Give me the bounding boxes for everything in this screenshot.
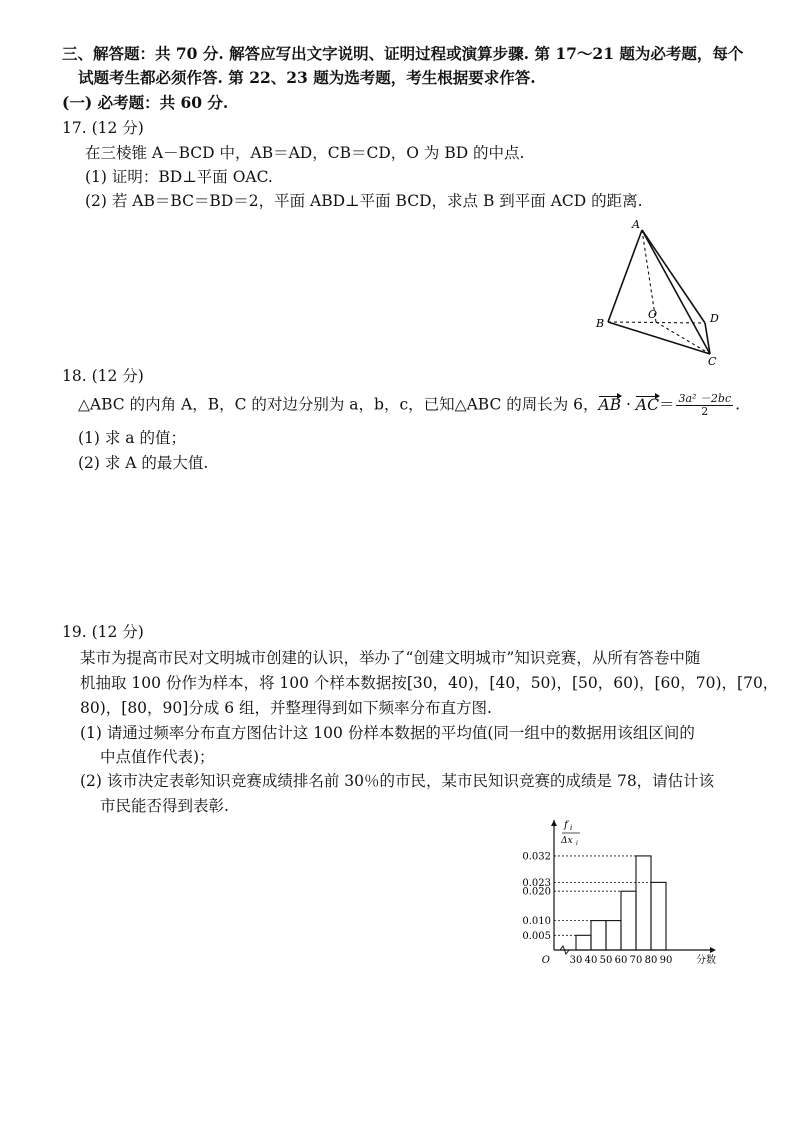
y-axis-label-numerator-sub: i	[570, 824, 573, 832]
y-tick-label: 0.020	[522, 886, 551, 898]
vertex-label-o: O	[648, 308, 658, 321]
q17-part2: (2) 若 AB＝BC＝BD＝2，平面 ABD⊥平面 BCD，求点 B 到平面 ACD 的距离.	[85, 192, 643, 210]
section-subheading: (一) 必考题：共 60 分.	[62, 93, 229, 112]
q18-number: 18. (12 分)	[62, 367, 144, 385]
x-tick-label: 90	[659, 955, 673, 966]
q18-part1: (1) 求 a 的值；	[78, 429, 186, 447]
vertex-label-c: C	[708, 355, 717, 368]
y-axis-label-denominator-sub: i	[576, 840, 578, 847]
frequency-histogram	[510, 812, 730, 972]
period: .	[735, 395, 741, 414]
x-tick-label: 50	[599, 955, 613, 966]
q19-number: 19. (12 分)	[62, 623, 144, 641]
dot-operator: ·	[621, 395, 636, 414]
q17-part1: (1) 证明：BD⊥平面 OAC.	[85, 168, 273, 186]
fraction	[676, 393, 733, 418]
q19-line3: 80)，[80，90]分成 6 组，并整理得到如下频率分布直方图.	[80, 699, 492, 717]
y-tick-label: 0.005	[522, 930, 551, 942]
histogram-bar	[636, 856, 651, 950]
histogram-bar	[576, 935, 591, 950]
q18-stem-text: △ABC 的内角 A，B，C 的对边分别为 a，b，c，已知△ABC 的周长为 6，	[78, 395, 599, 414]
histogram-bar	[621, 891, 636, 950]
x-axis-label: 分数	[696, 955, 716, 966]
vertex-label-d: D	[710, 312, 719, 325]
vector-ac: AC	[635, 395, 659, 414]
q19-part2-line1: (2) 该市决定表彰知识竞赛成绩排名前 30％的市民，某市民知识竞赛的成绩是 78，请估计该	[80, 772, 715, 790]
y-axis-arrow	[551, 820, 557, 826]
x-tick-label: 70	[629, 955, 643, 966]
q17-stem: 在三棱锥 A－BCD 中，AB＝AD，CB＝CD，O 为 BD 的中点.	[85, 144, 525, 162]
x-tick-label: 60	[614, 955, 628, 966]
histogram-bar	[651, 882, 666, 950]
section-heading-line2: 试题考生都必须作答. 第 22、23 题为选考题，考生根据要求作答.	[78, 68, 536, 87]
x-axis-arrow	[710, 947, 716, 953]
x-tick-label: 30	[569, 955, 583, 966]
x-tick-label: 40	[584, 955, 598, 966]
tetrahedron-figure	[590, 210, 730, 370]
y-axis-label-numerator: f	[564, 820, 568, 831]
y-tick-label: 0.010	[522, 916, 551, 928]
y-axis-label-denominator: Δx	[561, 836, 573, 846]
vector-ab: AB	[598, 395, 622, 414]
fraction-numerator: 3a² －2bc	[678, 392, 732, 405]
origin-label: O	[541, 955, 550, 966]
q19-line2: 机抽取 100 份作为样本，将 100 个样本数据按[30，40)，[40，50)，[50，60)，[60，70)，[70，	[80, 674, 779, 692]
vertex-label-a: A	[632, 218, 640, 231]
q18-stem	[78, 393, 740, 418]
histogram-bar	[591, 921, 606, 950]
fraction-denominator: 2	[701, 405, 709, 418]
section-heading-line1: 三、解答题：共 70 分. 解答应写出文字说明、证明过程或演算步骤. 第 17～21 题为必考题，每个	[62, 44, 744, 63]
q19-part1-line2: 中点值作代表)；	[100, 748, 215, 766]
q19-part2-line2: 市民能否得到表彰.	[100, 797, 229, 815]
histogram-bar	[606, 921, 621, 950]
q19-line1: 某市为提高市民对文明城市创建的认识，举办了“创建文明城市”知识竞赛，从所有答卷中随	[80, 649, 701, 667]
equals-sign: ＝	[658, 395, 675, 414]
q17-number: 17. (12 分)	[62, 119, 144, 137]
x-tick-label: 80	[644, 955, 658, 966]
y-tick-label: 0.032	[522, 851, 551, 863]
q18-part2: (2) 求 A 的最大值.	[78, 454, 209, 472]
vertex-label-b: B	[596, 317, 605, 330]
q19-part1-line1: (1) 请通过频率分布直方图估计这 100 份样本数据的平均值(同一组中的数据用该组区间的	[80, 724, 695, 742]
y-tick-label: 0.023	[522, 877, 551, 889]
